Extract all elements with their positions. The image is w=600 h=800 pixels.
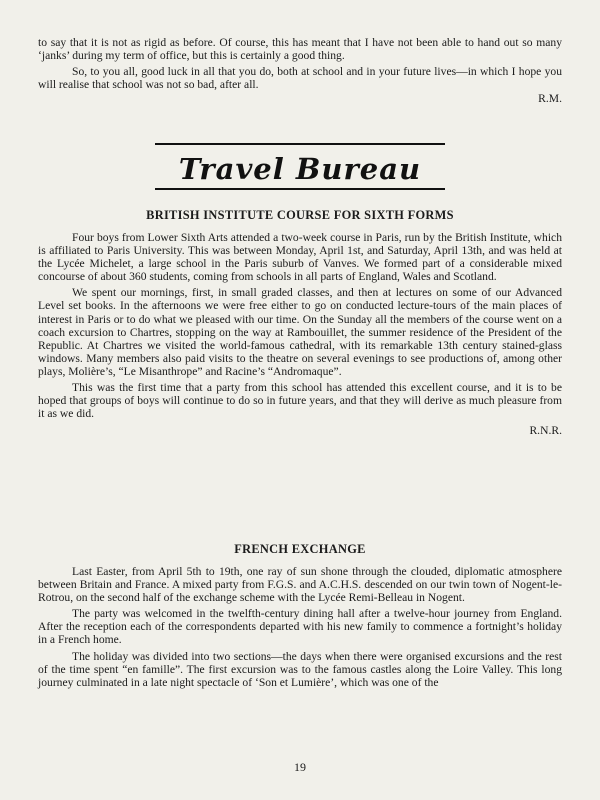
page-number: 19: [294, 760, 306, 774]
french-exchange-paragraph-3: The holiday was divided into two sections—the days when there were organised excursions and the rest of the time spent “en famille”. The first excursion was to the famous castles along the Loire Valley. This long journey culminated in a late night spectacle of ‘Son et Lumière’, which was one of the: [38, 649, 562, 689]
intro-signature: R.M.: [538, 92, 562, 106]
banner-bottom-rule: [155, 188, 445, 190]
intro-paragraph-1: to say that it is not as rigid as before. Of course, this has meant that I have not been able to hand out so many ‘janks’ during my term of office, but this is certainly a good thing.: [38, 36, 562, 63]
british-institute-paragraph-3: This was the first time that a party from this school has attended this excellent course, and it is to be hoped that groups of boys will continue to do so in future years, and that they will derive as much pleasure from it as we did.: [38, 381, 562, 421]
intro-section: [38, 36, 562, 105]
french-exchange-paragraph-2: The party was welcomed in the twelfth-century dining hall after a twelve-hour journey from England. After the reception each of the correspondents departed with his new family to commence a fortnight’s holiday in a French home.: [38, 607, 562, 647]
banner-top-rule: [155, 143, 445, 145]
british-institute-paragraph-1: Four boys from Lower Sixth Arts attended a two-week course in Paris, run by the British Institute, which is affiliated to Paris University. This was between Monday, April 1st, and Saturday, April 13th, and was held at the Lycée Michelet, a large school in the Paris suburb of Vanves. We formed part of a considerable mixed concourse of about 360 students, coming from schools in all parts of England, Wales and Scotland.: [38, 231, 562, 284]
french-exchange-section: [38, 565, 562, 689]
british-institute-heading: BRITISH INSTITUTE COURSE FOR SIXTH FORMS: [146, 208, 454, 222]
travel-bureau-banner: Travel Bureau: [178, 152, 422, 186]
british-institute-section: [38, 231, 562, 437]
british-institute-paragraph-2: We spent our mornings, first, in small graded classes, and then at lectures on some of our Advanced Level set books. In the afternoons we were free either to go on conducted lecture-tours of the main places of interest in Paris or to do what we pleased with our time. On the Sunday all the members of the course went on a coach excursion to Chartres, stopping on the way at Rambouillet, the summer residence of the President of the Republic. At Chartres we visited the world-famous cathedral, with its remarkable 13th century stained-glass windows. Many members also paid visits to the theatre on several evenings to see productions of, among other plays, Molière’s, “Le Misanthrope” and Racine’s “Andromaque”.: [38, 286, 562, 378]
intro-paragraph-2: So, to you all, good luck in all that you do, both at school and in your future lives—in which I hope you will realise that school was not so bad, after all.: [38, 65, 562, 92]
british-institute-signature: R.N.R.: [529, 424, 562, 438]
french-exchange-paragraph-1: Last Easter, from April 5th to 19th, one ray of sun shone through the clouded, diplomatic atmosphere between Britain and France. A mixed party from F.G.S. and A.C.H.S. descended on our twin town of Nogent-le-Rotrou, on the second half of the exchange scheme with the Lycée Remi-Belleau in Nogent.: [38, 565, 562, 605]
french-exchange-heading: FRENCH EXCHANGE: [234, 542, 366, 556]
